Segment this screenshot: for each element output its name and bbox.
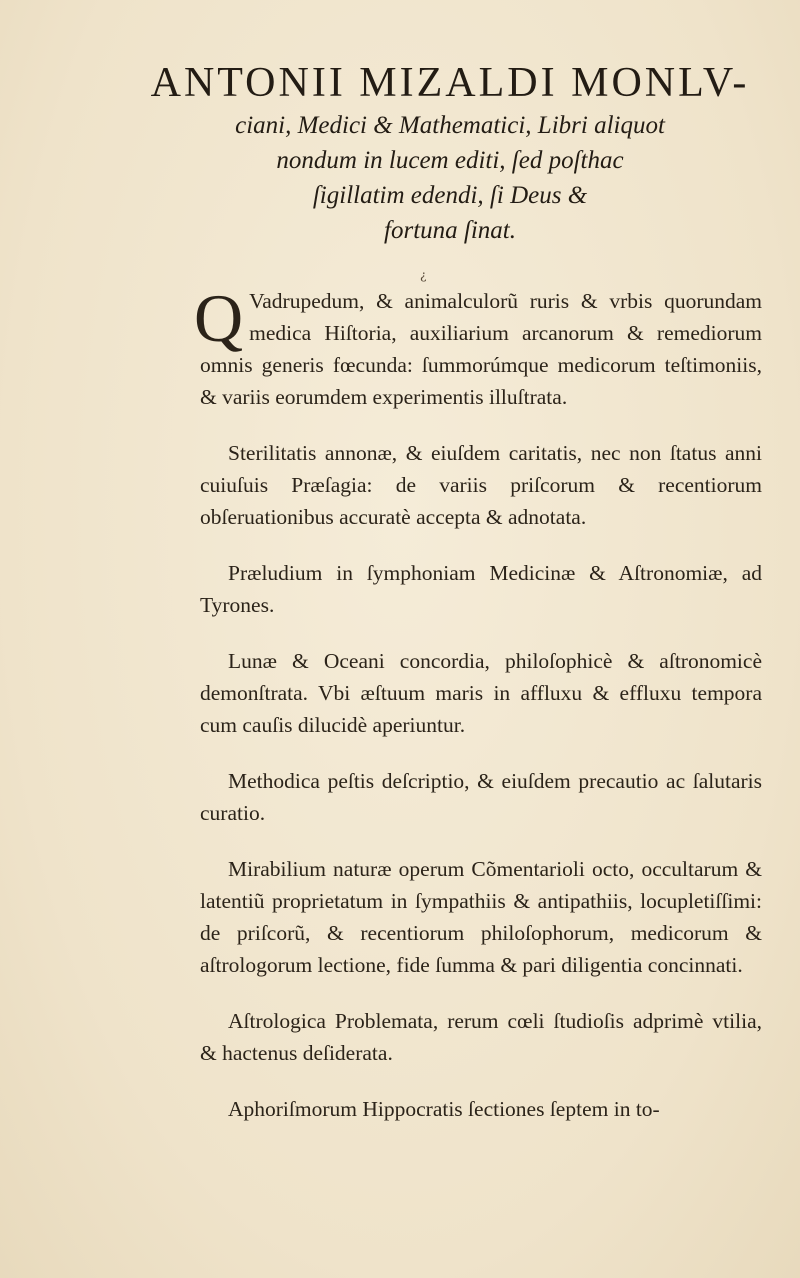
paragraph-sterilitatis xyxy=(200,437,762,533)
title-block xyxy=(150,58,750,248)
paragraph-quadrupedum xyxy=(194,280,762,413)
title-line-5: fortuna ſinat. xyxy=(384,217,516,244)
paragraph-aphorismorum xyxy=(200,1093,762,1125)
book-list xyxy=(194,280,762,1149)
paragraph-astrologica xyxy=(200,1005,762,1069)
paragraph-text: Vadrupedum, & animalculorũ ruris & vrbis quorundam medica Hiſtoria, auxiliarium arcanorum & remediorum omnis generis fœcunda: ſummorúmque medicorum teſtimoniis, & variis eorumdem experimentis illuſtrata. xyxy=(200,289,762,409)
paragraph-text: Methodica peſtis deſcriptio, & eiuſdem precautio ac ſalutaris curatio. xyxy=(200,769,762,825)
paragraph-lunae xyxy=(200,645,762,741)
paragraph-methodica xyxy=(200,765,762,829)
title-line-2: ciani, Medici & Mathematici, Libri aliquot xyxy=(235,112,665,139)
paragraph-text: Aſtrologica Problemata, rerum cœli ſtudioſis adprimè vtilia, & hactenus deſiderata. xyxy=(200,1009,762,1065)
paragraph-praeludium xyxy=(200,557,762,621)
drop-cap: Q xyxy=(194,280,244,356)
paragraph-text: Aphoriſmorum Hippocratis ſectiones ſeptem in to- xyxy=(228,1097,660,1121)
ornament-mark: ¿ xyxy=(420,268,427,282)
title-line-1: ANTONII MIZALDI MONLV- xyxy=(150,60,750,106)
paragraph-text: Lunæ & Oceani concordia, philoſophicè & aſtronomicè demonſtrata. Vbi æſtuum maris in affluxu & effluxu tempora cum cauſis dilucidè aperiuntur. xyxy=(200,649,762,737)
title-line-4: ſigillatim edendi, ſi Deus & xyxy=(312,182,588,209)
paragraph-text: Præludium in ſymphoniam Medicinæ & Aſtronomiæ, ad Tyrones. xyxy=(200,561,762,617)
paragraph-text: Mirabilium naturæ operum Cõmentarioli octo, occultarum & latentiũ proprietatum in ſympathiis & antipathiis, locupletiſſimi: de priſcorũ, & recentiorum philoſophorum, medicorum & aſtrologorum lectione, fide ſumma & pari diligentia concinnati. xyxy=(200,857,762,977)
paragraph-text: Sterilitatis annonæ, & eiuſdem caritatis, nec non ſtatus anni cuiuſuis Præſagia: de variis priſcorum & recentiorum obſeruationibus accuratè accepta & adnotata. xyxy=(200,441,762,529)
paragraph-mirabilium xyxy=(200,853,762,981)
title-line-3: nondum in lucem editi, ſed poſthac xyxy=(276,147,624,174)
